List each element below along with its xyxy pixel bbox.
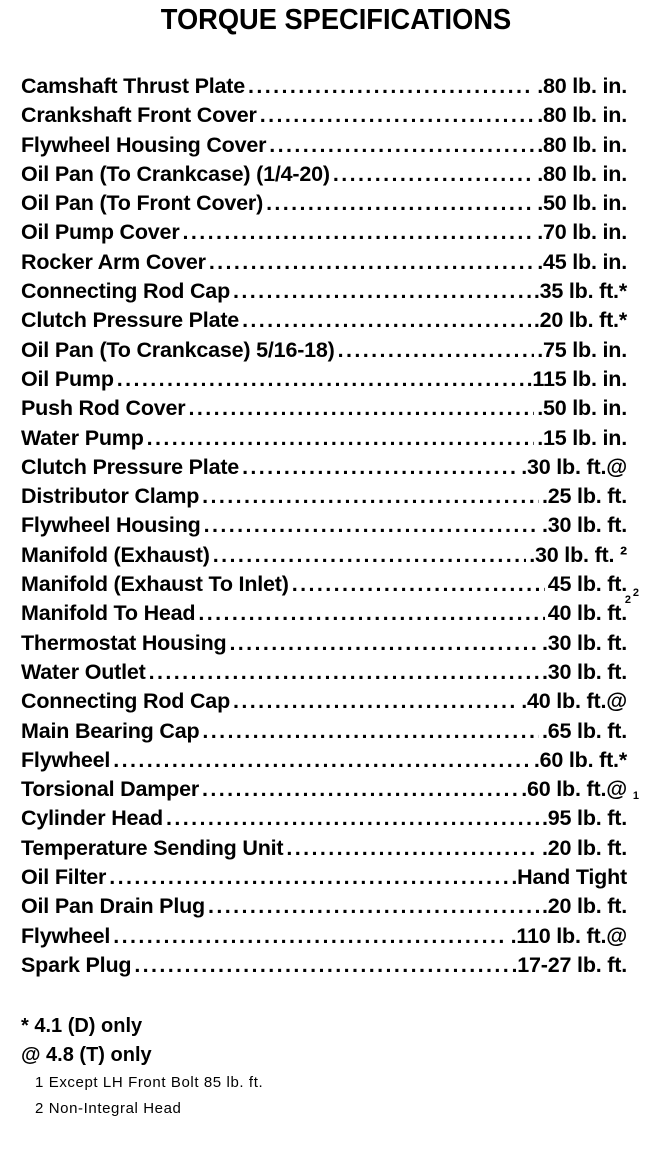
spec-row xyxy=(21,365,627,394)
spec-value: .20 lb. ft. xyxy=(541,894,627,919)
spec-row xyxy=(21,594,631,628)
spec-value: .30 lb. ft. ² xyxy=(529,542,627,567)
spec-value: 45 lb. ft. xyxy=(547,572,627,597)
spec-row xyxy=(21,394,627,423)
torque-spec-list xyxy=(21,72,639,980)
spec-value: .45 lb. in. xyxy=(537,249,627,274)
leader-dots xyxy=(117,365,524,394)
spec-name: Oil Pan (To Front Cover) xyxy=(21,191,264,216)
spec-value: .40 lb. ft.@ xyxy=(521,689,627,714)
spec-row xyxy=(21,687,627,716)
leader-dots xyxy=(266,189,534,218)
spec-value: .25 lb. ft. xyxy=(541,484,627,509)
spec-name: Water Outlet xyxy=(21,659,146,684)
note-at: @ 4.8 (T) only xyxy=(21,1044,152,1066)
spec-value: .30 lb. ft. xyxy=(541,659,627,684)
spec-row xyxy=(21,453,627,482)
spec-value: .30 lb. ft. xyxy=(541,630,627,655)
spec-name: Temperature Sending Unit xyxy=(21,835,284,860)
spec-name: Distributor Clamp xyxy=(21,484,200,509)
spec-row xyxy=(21,131,627,160)
spec-name: Connecting Rod Cap xyxy=(21,279,230,304)
spec-value: .35 lb. ft.* xyxy=(533,279,627,304)
spec-name: Manifold (Exhaust To Inlet) xyxy=(21,572,289,597)
leader-dots xyxy=(204,511,539,540)
spec-value: .30 lb. ft.@ xyxy=(521,454,627,479)
spec-value: .60 lb. ft.@ xyxy=(521,777,627,802)
spec-value: .50 lb. in. xyxy=(537,396,627,421)
spec-value: .50 lb. in. xyxy=(537,191,627,216)
spec-name: Torsional Damper xyxy=(21,777,199,802)
spec-row xyxy=(21,482,627,511)
spec-value: .30 lb. ft. xyxy=(541,513,627,538)
spec-value: .110 lb. ft.@ xyxy=(510,923,627,948)
spec-name: Clutch Pressure Plate xyxy=(21,308,240,333)
leader-dots xyxy=(113,922,507,951)
spec-row xyxy=(21,863,627,892)
spec-name: Clutch Pressure Plate xyxy=(21,454,240,479)
leader-dots xyxy=(229,629,539,658)
spec-value: .20 lb. ft. xyxy=(541,835,627,860)
leader-dots xyxy=(260,101,534,130)
spec-value: .17-27 lb. ft. xyxy=(511,952,627,977)
leader-dots xyxy=(134,951,508,980)
spec-row xyxy=(21,804,627,833)
leader-dots xyxy=(166,804,539,833)
spec-name: Main Bearing Cap xyxy=(21,718,200,743)
leader-dots xyxy=(198,599,544,628)
spec-name: Crankshaft Front Cover xyxy=(21,103,257,128)
leader-dots xyxy=(182,218,534,247)
spec-row xyxy=(21,775,639,804)
leader-dots xyxy=(209,248,534,277)
spec-name: Flywheel Housing Cover xyxy=(21,132,267,157)
leader-dots xyxy=(188,394,534,423)
leader-dots xyxy=(213,541,527,570)
spec-value: .70 lb. in. xyxy=(537,220,627,245)
spec-value: 40 lb. ft. xyxy=(547,601,627,626)
spec-name: Push Rod Cover xyxy=(21,396,186,421)
spec-name: Flywheel Housing xyxy=(21,513,201,538)
spec-name: Oil Filter xyxy=(21,865,107,890)
note-star: * 4.1 (D) only xyxy=(21,1015,143,1037)
spec-name: Rocker Arm Cover xyxy=(21,249,206,274)
spec-name: Thermostat Housing xyxy=(21,630,227,655)
spec-row xyxy=(21,746,627,775)
leader-dots xyxy=(113,746,531,775)
spec-name: Manifold (Exhaust) xyxy=(21,542,210,567)
spec-row xyxy=(21,72,627,101)
leader-dots xyxy=(147,424,535,453)
spec-value: .Hand Tight xyxy=(511,865,627,890)
spec-row xyxy=(21,277,627,306)
leader-dots xyxy=(233,687,518,716)
spec-value: .65 lb. ft. xyxy=(541,718,627,743)
footnote-1: 1 Except LH Front Bolt 85 lb. ft. xyxy=(35,1074,264,1091)
footnote-marker: 1 xyxy=(632,790,639,803)
spec-row xyxy=(21,717,627,746)
spec-row xyxy=(21,189,627,218)
spec-name: Oil Pan Drain Plug xyxy=(21,894,205,919)
footnote-marker: 2 xyxy=(632,587,639,600)
spec-value: .60 lb. ft.* xyxy=(533,747,627,772)
spec-row xyxy=(21,218,627,247)
spec-row xyxy=(21,101,627,130)
leader-dots xyxy=(242,306,531,335)
spec-value: .20 lb. ft.* xyxy=(533,308,627,333)
spec-value: .15 lb. in. xyxy=(537,425,627,450)
spec-name: Oil Pan (To Crankcase) 5/16-18) xyxy=(21,337,335,362)
spec-name: Flywheel xyxy=(21,923,111,948)
spec-value: .80 lb. in. xyxy=(537,103,627,128)
leader-dots xyxy=(242,453,518,482)
leader-dots xyxy=(149,658,539,687)
page-title: TORQUE SPECIFICATIONS xyxy=(160,4,512,36)
spec-row xyxy=(21,658,627,687)
spec-row xyxy=(21,629,627,658)
leader-dots xyxy=(333,160,534,189)
leader-dots xyxy=(202,775,518,804)
spec-name: Oil Pump Cover xyxy=(21,220,180,245)
spec-row xyxy=(21,922,627,951)
spec-value: .80 lb. in. xyxy=(537,161,627,186)
spec-row xyxy=(21,248,627,277)
spec-name: Flywheel xyxy=(21,747,111,772)
spec-row xyxy=(21,541,627,570)
spec-row xyxy=(21,306,627,335)
leader-dots xyxy=(109,863,508,892)
spec-row xyxy=(21,951,627,980)
leader-dots xyxy=(269,131,534,160)
footnotes xyxy=(21,1012,641,1122)
spec-name: Spark Plug xyxy=(21,952,132,977)
spec-row xyxy=(21,570,639,600)
leader-dots xyxy=(233,277,531,306)
spec-row xyxy=(21,336,627,365)
spec-name: Oil Pump xyxy=(21,366,114,391)
spec-value: .80 lb. in. xyxy=(537,132,627,157)
leader-dots xyxy=(202,482,539,511)
leader-dots xyxy=(292,570,545,599)
spec-name: Cylinder Head xyxy=(21,806,163,831)
leader-dots xyxy=(248,72,534,101)
leader-dots xyxy=(208,892,539,921)
footnote-2: 2 Non-Integral Head xyxy=(35,1100,182,1117)
spec-name: Manifold To Head xyxy=(21,601,196,626)
spec-value: .75 lb. in. xyxy=(537,337,627,362)
spec-row xyxy=(21,834,627,863)
spec-value: .115 lb. in. xyxy=(526,366,627,391)
spec-row xyxy=(21,424,627,453)
spec-row xyxy=(21,511,627,540)
spec-row xyxy=(21,892,627,921)
leader-dots xyxy=(338,336,535,365)
spec-value: .80 lb. in. xyxy=(537,74,627,98)
spec-name: Camshaft Thrust Plate xyxy=(21,74,245,98)
spec-row xyxy=(21,160,627,189)
footnote-marker: 2 xyxy=(624,594,631,607)
leader-dots xyxy=(202,717,539,746)
leader-dots xyxy=(286,834,539,863)
spec-value: .95 lb. ft. xyxy=(541,806,627,831)
spec-name: Water Pump xyxy=(21,425,144,450)
spec-name: Oil Pan (To Crankcase) (1/4-20) xyxy=(21,161,330,186)
spec-name: Connecting Rod Cap xyxy=(21,689,230,714)
